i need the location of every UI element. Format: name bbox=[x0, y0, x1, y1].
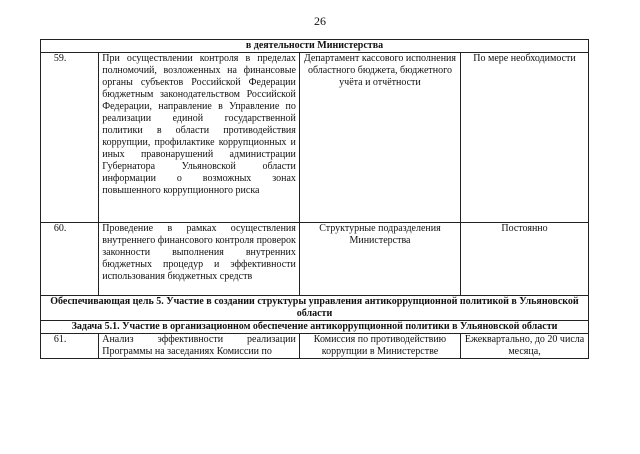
goal-cell: Обеспечивающая цель 5. Участие в создании структуры управления антикоррупционной политикой в Ульяновской области bbox=[41, 296, 589, 321]
table-row bbox=[41, 334, 589, 359]
goal-row bbox=[41, 296, 589, 321]
measure-cell: При осуществлении контроля в пределах полномочий, возложенных на финансовые органы субъектов Российской Федерации бюджетным законодательством Российской Федерации, направление в Управление по реализации единой государственной политики в области противодействия коррупции, профилактике коррупционных и иных правонарушений администрации Губернатора Ульяновской области информации о возможных зонах повышенного коррупционного риска bbox=[99, 53, 300, 223]
row-number: 60. bbox=[41, 223, 99, 296]
executor-cell: Структурные подразделения Министерства bbox=[299, 223, 460, 296]
term-cell: Постоянно bbox=[461, 223, 589, 296]
term-cell: По мере необходимости bbox=[461, 53, 589, 223]
row-number: 61. bbox=[41, 334, 99, 359]
section-header-row bbox=[41, 40, 589, 53]
measure-cell: Анализ эффективности реализации Программы на заседаниях Комиссии по bbox=[99, 334, 300, 359]
section-header-cell: в деятельности Министерства bbox=[41, 40, 589, 53]
measure-cell: Проведение в рамках осуществления внутреннего финансового контроля проверок законности выполнения внутренних бюджетных процедур и эффективности использования бюджетных средств bbox=[99, 223, 300, 296]
row-number: 59. bbox=[41, 53, 99, 223]
table-row bbox=[41, 53, 589, 223]
measures-table bbox=[40, 39, 589, 359]
table-row bbox=[41, 223, 589, 296]
term-cell: Ежеквартально, до 20 числа месяца, bbox=[461, 334, 589, 359]
task-row bbox=[41, 321, 589, 334]
page-number: 26 bbox=[314, 14, 326, 28]
task-cell: Задача 5.1. Участие в организационном обеспечение антикоррупционной политики в Ульяновской области bbox=[41, 321, 589, 334]
executor-cell: Департамент кассового исполнения областного бюджета, бюджетного учёта и отчётности bbox=[299, 53, 460, 223]
executor-cell: Комиссия по противодействию коррупции в Министерстве bbox=[299, 334, 460, 359]
